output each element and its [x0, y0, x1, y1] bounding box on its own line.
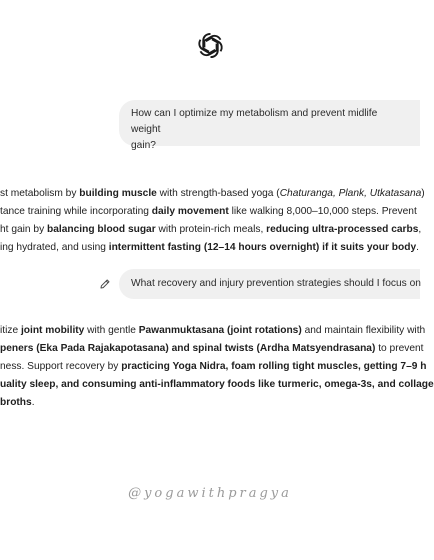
- bold-text: joint mobility: [20, 325, 85, 336]
- reply-line: [0, 221, 425, 239]
- reply-text: ,: [418, 224, 422, 235]
- pencil-edit-icon[interactable]: [99, 278, 111, 290]
- reply-text: with protein-rich meals,: [155, 224, 267, 235]
- reply-text: with strength-based yoga (: [156, 188, 280, 199]
- user-message-bubble: [119, 269, 420, 299]
- reply-text: st metabolism by: [0, 188, 80, 199]
- assistant-reply: [0, 322, 434, 412]
- reply-text: like walking 8,000–10,000 steps. Prevent: [228, 206, 417, 217]
- reply-text: ht gain by: [0, 224, 48, 235]
- reply-text: itize: [0, 325, 21, 336]
- openai-logo-icon: [196, 31, 225, 60]
- reply-text: to prevent: [375, 343, 424, 354]
- reply-line: [0, 239, 425, 257]
- reply-text: .: [31, 397, 35, 408]
- bold-text: reducing ultra-processed carbs: [266, 224, 419, 235]
- reply-text: ness. Support recovery by: [0, 361, 122, 372]
- reply-line: [0, 340, 434, 358]
- bold-text: balancing blood sugar: [47, 224, 156, 235]
- bold-text: broths: [0, 397, 32, 408]
- reply-line: [0, 376, 434, 394]
- user-message-line: gain?: [131, 140, 156, 151]
- reply-line: [0, 203, 425, 221]
- user-message-bubble: [119, 100, 420, 151]
- bold-text: building muscle: [79, 188, 157, 199]
- italic-text: Chaturanga, Plank, Utkatasana: [279, 188, 422, 199]
- bold-text: peners (Eka Pada Rajakapotasana) and spinal twists (Ardha Matsyendrasana): [0, 343, 376, 354]
- assistant-reply: [0, 185, 425, 257]
- bold-text: daily movement: [151, 206, 229, 217]
- reply-line: [0, 322, 434, 340]
- watermark-text: @yogawithpragya: [128, 486, 292, 501]
- user-message-text: What recovery and injury prevention strategies should I focus on: [131, 278, 421, 289]
- reply-text: ing hydrated, and using: [0, 242, 109, 253]
- reply-text: tance training while incorporating: [0, 206, 152, 217]
- bold-text: uality sleep, and consuming anti-inflammatory foods like turmeric, omega-3s, and collage: [0, 379, 434, 390]
- reply-text: and maintain flexibility with: [301, 325, 426, 336]
- reply-line: [0, 358, 434, 376]
- reply-text: with gentle: [84, 325, 139, 336]
- user-message-line: How can I optimize my metabolism and prevent midlife weight: [131, 108, 378, 135]
- bold-text: intermittent fasting (12–14 hours overnight) if it suits your body: [108, 242, 417, 253]
- bold-text: Pawanmuktasana (joint rotations): [138, 325, 302, 336]
- reply-text: .: [416, 242, 419, 253]
- reply-line: [0, 185, 425, 203]
- reply-line: [0, 394, 434, 412]
- reply-text: ): [421, 188, 425, 199]
- bold-text: practicing Yoga Nidra, foam rolling tight muscles, getting 7–9 h: [121, 361, 427, 372]
